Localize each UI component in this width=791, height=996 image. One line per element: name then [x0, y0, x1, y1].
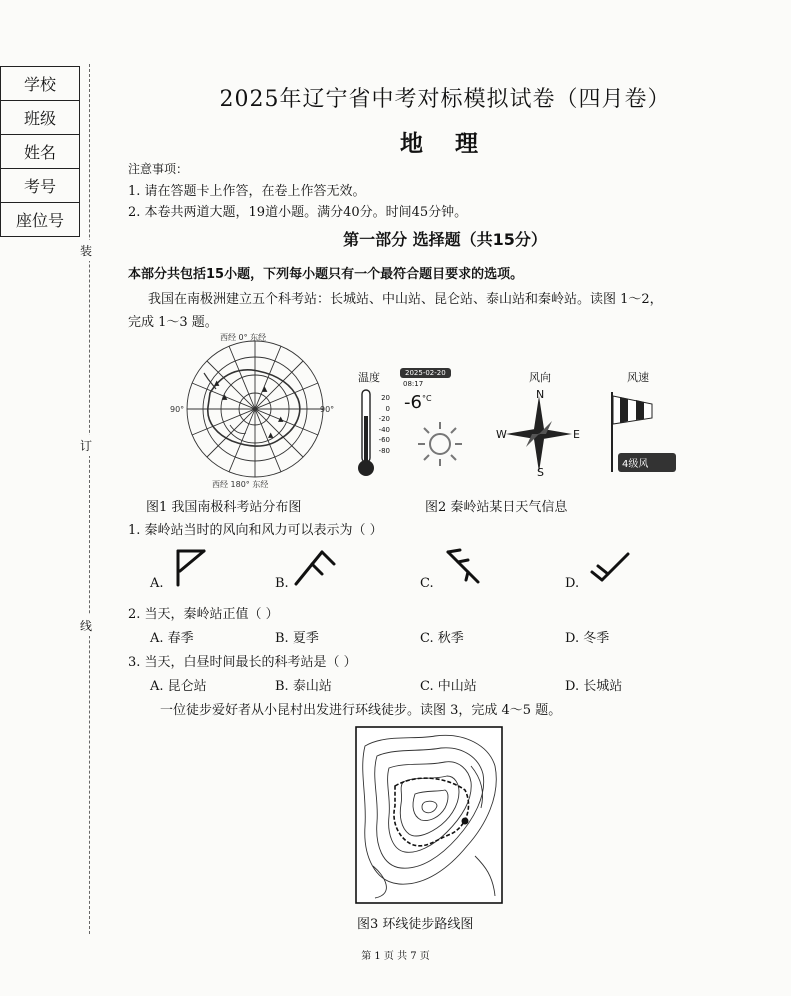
wind-barb-c-icon	[444, 548, 484, 586]
class-cell: 班级	[1, 101, 80, 135]
wind-level-badge: 4级风	[618, 453, 676, 472]
compass-east: E	[573, 428, 580, 441]
binding-dashed-line	[89, 64, 90, 934]
q1-option-d-label: D.	[565, 576, 580, 591]
thermometer-scale	[374, 393, 390, 456]
question-3-stem: 3. 当天，白昼时间最长的科考站是（ ）	[128, 655, 357, 670]
time-label: 08:17	[403, 380, 424, 388]
figure1-top-label: 西经 0° 东经	[220, 333, 267, 342]
compass-south: S	[537, 466, 544, 479]
svg-text:▲: ▲	[278, 415, 284, 423]
figure1-left-label: 90°	[170, 405, 185, 414]
exam-number-cell: 考号	[1, 169, 80, 203]
svg-text:▲: ▲	[268, 431, 274, 439]
exam-title: 2025年辽宁省中考对标模拟试卷（四月卷）	[219, 87, 671, 112]
q1-option-a-label: A.	[150, 576, 164, 591]
figure1-bottom-label: 西经 180° 东经	[212, 480, 269, 488]
school-cell: 学校	[1, 67, 80, 101]
figure1-caption: 图1 我国南极科考站分布图	[146, 500, 302, 515]
note-item-2: 2. 本卷共两道大题，19道小题。满分40分。时间45分钟。	[128, 205, 468, 220]
temp-tick: -20	[378, 415, 390, 423]
wind-barb-d-icon	[584, 550, 630, 584]
q1-option-c-label: C.	[420, 576, 434, 591]
notes-heading: 注意事项：	[128, 162, 189, 176]
date-badge: 2025-02-20	[400, 368, 451, 378]
student-info-table	[0, 66, 80, 237]
subject-title: 地 理	[399, 131, 490, 157]
section-intro: 本部分共包括15小题，下列每小题只有一个最符合题目要求的选项。	[128, 267, 524, 282]
figure1-right-label: 90°	[320, 405, 335, 414]
figure2-caption: 图2 秦岭站某日天气信息	[425, 500, 568, 515]
temperature-value: -6	[404, 392, 422, 413]
compass-west: W	[496, 428, 507, 441]
temp-tick: -80	[378, 446, 390, 455]
figure1-antarctica-map	[170, 333, 340, 488]
svg-text:▲: ▲	[262, 385, 268, 393]
binding-char-zhuang: 装	[80, 240, 92, 261]
wind-barb-b-icon	[292, 548, 338, 586]
temp-tick: 20	[381, 394, 390, 402]
q2-option-b: B. 夏季	[275, 631, 319, 646]
question-1-stem: 1. 秦岭站当时的风向和风力可以表示为（ ）	[128, 523, 383, 538]
q1-option-b-label: B.	[275, 576, 289, 591]
sun-icon	[414, 418, 466, 470]
svg-text:▲: ▲	[222, 393, 228, 401]
temperature-reading	[404, 392, 432, 413]
passage1-line2: 完成 1～3 题。	[128, 315, 218, 330]
temperature-unit: °C	[421, 394, 432, 403]
binding-char-xian: 线	[80, 615, 92, 636]
q3-option-d: D. 长城站	[565, 679, 623, 694]
temp-tick: -60	[378, 436, 390, 444]
q2-option-a: A. 春季	[150, 631, 194, 646]
q3-option-b: B. 泰山站	[275, 679, 332, 694]
name-cell: 姓名	[1, 135, 80, 169]
figure3-caption: 图3 环线徒步路线图	[357, 917, 474, 932]
compass-north: N	[536, 388, 545, 401]
svg-text:▲: ▲	[214, 379, 220, 387]
note-item-1: 1. 请在答题卡上作答，在卷上作答无效。	[128, 184, 366, 199]
figure3-contour-map	[355, 726, 503, 904]
seat-number-cell: 座位号	[1, 203, 80, 237]
passage2: 一位徒步爱好者从小昆村出发进行环线徒步。读图 3，完成 4～5 题。	[160, 703, 562, 718]
wind-barb-a-icon	[168, 545, 208, 587]
page-footer: 第 1 页 共 7 页	[361, 951, 430, 962]
wind-speed-label: 风速	[627, 371, 649, 384]
wind-direction-label: 风向	[529, 371, 551, 384]
temperature-label: 温度	[358, 371, 380, 384]
passage1-line1: 我国在南极洲建立五个科考站：长城站、中山站、昆仑站、泰山站和秦岭站。读图 1～2，	[148, 292, 663, 307]
temp-tick: 0	[385, 404, 390, 413]
binding-char-ding: 订	[80, 435, 92, 456]
q3-option-c: C. 中山站	[420, 679, 477, 694]
question-2-stem: 2. 当天，秦岭站正值（ ）	[128, 607, 279, 622]
q3-option-a: A. 昆仑站	[150, 679, 207, 694]
q2-option-c: C. 秋季	[420, 631, 464, 646]
section-title: 第一部分 选择题（共15分）	[343, 230, 547, 249]
temp-tick: -40	[378, 425, 390, 434]
q2-option-d: D. 冬季	[565, 631, 610, 646]
